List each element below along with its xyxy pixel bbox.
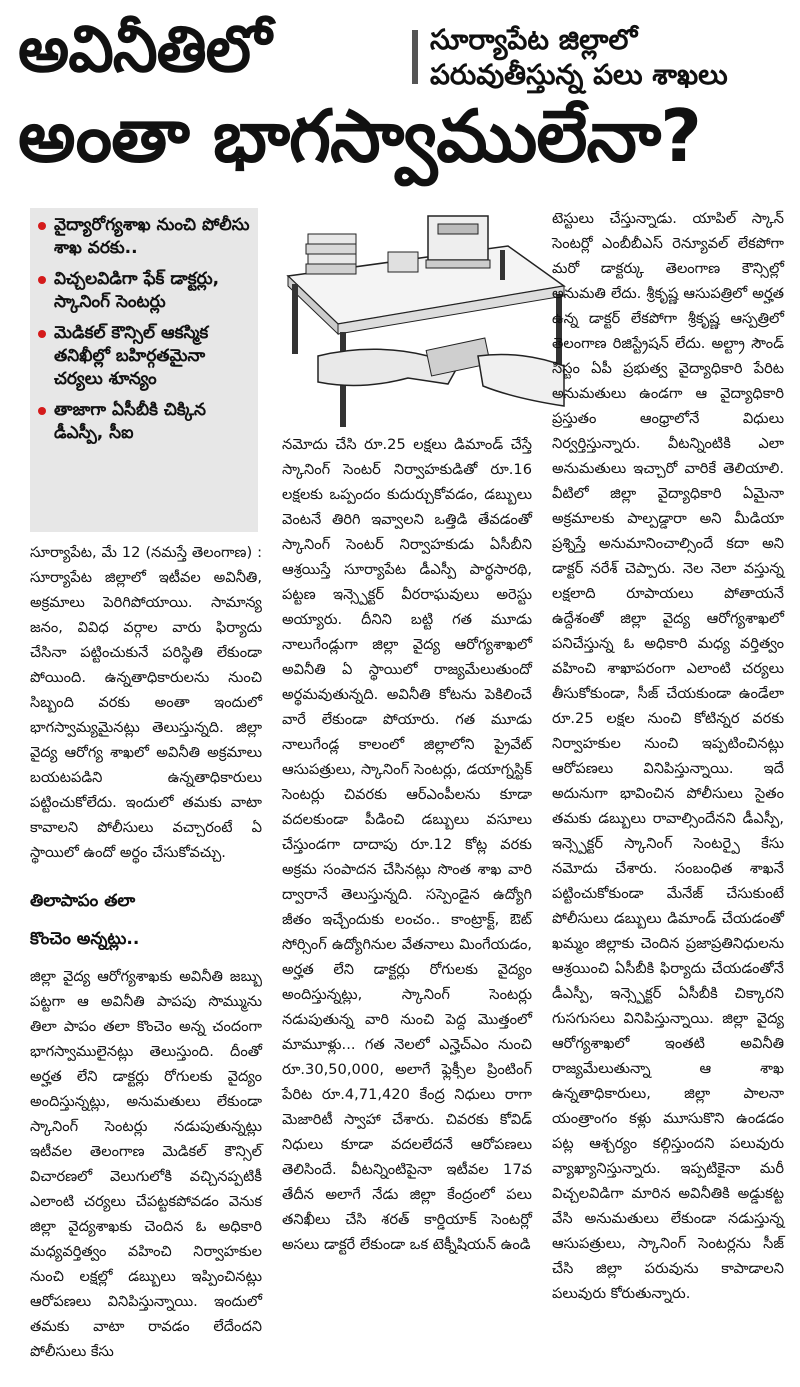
article-column3: టెస్టులు చేస్తున్నాడు. యాపిల్ స్కాన్ సెంటర్లో ఎంబీబీఎస్ రెన్యూవల్ లేకపోగా మరో డాక్టర్కు తెలంగాణ కౌన్సిల్లో అనుమతి లేదు. శ్రీకృష్ణ ఆసుపత్రిలో అర్హత ఉన్న డాక్టర్ లేకపోగా శ్రీకృష్ణ ఆస్పత్రిలో తెలంగాణ రిజిస్ట్రేషన్ లేదు. అల్ట్రా సౌండ్ సిస్టం ఏపీ ప్రభుత్వ వైద్యాధికారి పేరిట అనుమతులు ఉండగా ఆ వైద్యాధికారి ప్రస్తుతం ఆంధ్రాలోనే విధులు నిర్వర్తిస్తున్నారు. వీటన్నింటికి ఎలా అనుమతులు ఇచ్చారో వారికే తెలియాలి. వీటిలో జిల్లా వైద్యాధికారి ఏమైనా అక్రమాలకు పాల్పడ్డారా అని మీడియా ప్రశ్నిస్తే అనుమానించాల్సిందే కదా అని డాక్టర్ నరేశ్ చెప్పారు. నెల నెలా వస్తున్న లక్షలాది రూపాయలు పోతాయనే ఉద్దేశంతో జిల్లా వైద్య ఆరోగ్యశాఖలో పనిచేస్తున్న ఓ అధికారి మధ్య వర్తిత్వం వహించి శాఖాపరంగా ఎలాంటి చర్యలు తీసుకోకుండా, సీజ్ చేయకుండా ఉండేలా రూ.25 లక్షల నుంచి కోటిన్నర వరకు నిర్వాహకుల నుంచి ఇప్పటించినట్లు ఆరోపణలు వినిపిస్తున్నాయి. ఇదే అదునుగా భావించిన పోలీసులు సైతం తమకు డబ్బులు రావాల్సిందేనని డీఎస్పీ, ఇన్స్పెక్టర్ స్కానింగ్ సెంటర్పై కేసు నమోదు చేశారు. సంబంధిత శాఖనే పట్టించుకోకుండా మేనేజ్ చేసుకుంటే పోలీసులు డబ్బులు డిమాండ్ చేయడంతో ఖమ్మం జిల్లాకు చెందిన ప్రజాప్రతినిధులను ఆశ్రయించి ఏసీబీకి ఫిర్యాదు చేయడంతోనే డీఎస్పీ, ఇన్స్పెక్టర్ ఏసీబీకి చిక్కారని గుసగుసలు వినిపిస్తున్నాయి. జిల్లా వైద్య ఆరోగ్యశాఖలో ఇంతటి అవినీతి రాజ్యమేలుతున్నా ఆ శాఖ ఉన్నతాధికారులు, జిల్లా పాలనా యంత్రాంగం కళ్లు మూసుకొని ఉండడం పట్ల ఆశ్చర్యం కల్గిస్తుందని పలువురు వ్యాఖ్యానిస్తున్నారు. ఇప్పటికైనా మరీ విచ్చలవిడిగా మారిన అవినీతికి అడ్డుకట్ట వేసి అనుమతులు లేకుండా నడుస్తున్న ఆసుపత్రులు, స్కానింగ్ సెంటర్లను సీజ్ చేసి జిల్లా పరువును కాపాడాలని పలువురు కోరుతున్నారు. bbox=[552, 210, 784, 1302]
kicker-line2: పరువుతీస్తున్న పలు శాఖలు bbox=[430, 58, 728, 91]
kicker bbox=[430, 22, 728, 92]
highlight-text: మెడికల్ కౌన్సిల్ ఆకస్మిక తనిఖీల్లో బహిర్గతమైనా చర్యలు శూన్యం bbox=[54, 322, 209, 389]
bullet-icon bbox=[38, 330, 46, 338]
highlight-item bbox=[38, 214, 250, 260]
article-column1-body: జిల్లా వైద్య ఆరోగ్యశాఖకు అవినీతి జబ్బు పట్టగా ఆ అవినీతి పాపపు సొమ్మును తిలా పాపం తలా కొంచెం అన్న చందంగా భాగస్వాములైనట్లు తెలుస్తుంది. దీంతో అర్హత లేని డాక్టర్లు రోగులకు వైద్యం అందిస్తున్నట్లు, అనుమతులు లేకుండా స్కానింగ్ సెంటర్లు నడుపుతున్నట్లు ఇటీవల తెలంగాణ మెడికల్ కౌన్సిల్ విచారణలో వెలుగులోకి వచ్చినప్పటికీ ఎలాంటి చర్యలు చేపట్టకపోవడం వెనుక జిల్లా వైద్యశాఖకు చెందిన ఓ అధికారి మధ్యవర్తిత్వం వహించి నిర్వాహకుల నుంచి లక్షల్లో డబ్బులు ఇప్పించినట్లు ఆరోపణలు వినిపిస్తున్నాయి. ఇందులో తమకు వాటా రావడం లేదేందని పోలీసులు కేసు bbox=[30, 968, 262, 1360]
article-intro: సూర్యాపేట, మే 12 (నమస్తే తెలంగాణ) : సూర్యాపేట జిల్లాలో ఇటీవల అవినీతి, అక్రమాలు పెరిగిపోయాయి. సామాన్య జనం, వివిధ వర్గాల వారు ఫిర్యాదు చేసినా పట్టించుకునే పరిస్థితి లేకుండా పోయింది. ఉన్నతాధికారులను నుంచి సిబ్బంది వరకు అంతా ఇందులో భాగస్వామ్యమైనట్లు తెలుస్తున్నది. జిల్లా వైద్య ఆరోగ్య శాఖలో అవినీతి అక్రమాలు బయటపడిని ఉన్నతాధికారులు పట్టించుకోలేదు. ఇందులో తమకు వాటా కావాలని పోలీసులు వచ్చారంటే ఏ స్థాయిలో ఉందో అర్థం చేసుకోవచ్చు. bbox=[30, 544, 262, 861]
highlight-text: విచ్చలవిడిగా ఫేక్ డాక్టర్లు, స్కానింగ్ సెంటర్లు bbox=[54, 268, 220, 312]
headline-line1: అవినీతిలో bbox=[18, 13, 271, 87]
kicker-line1: సూర్యాపేట జిల్లాలో bbox=[430, 23, 638, 56]
highlight-text: వైద్యారోగ్యశాఖ నుంచి పోలీసు శాఖ వరకు.. bbox=[54, 215, 250, 258]
highlight-item bbox=[38, 322, 250, 391]
bullet-icon bbox=[38, 222, 46, 230]
headline-line2: అంతా భాగస్వాములేనా? bbox=[18, 94, 701, 178]
highlight-text: తాజాగా ఏసీబీకి చిక్కిన డీఎస్పీ, సీఐ bbox=[54, 399, 206, 443]
kicker-rule bbox=[412, 30, 418, 84]
highlight-item bbox=[38, 399, 250, 445]
bribe-illustration bbox=[278, 206, 570, 434]
bullet-icon bbox=[38, 407, 46, 415]
highlight-item bbox=[38, 268, 250, 314]
highlights-box bbox=[30, 208, 258, 532]
bullet-icon bbox=[38, 276, 46, 284]
subheading-line2: కొంచెం అన్నట్లు.. bbox=[30, 929, 140, 949]
subheading-line1: తిలాపాపం తలా bbox=[30, 891, 136, 911]
article-column2: నమోదు చేసి రూ.25 లక్షలు డిమాండ్ చేస్తే స్కానింగ్ సెంటర్ నిర్వాహకుడితో రూ.16 లక్షలకు ఒప్పందం కుదుర్చుకోవడం, డబ్బులు వెంటనే తిరిగి ఇవ్వాలని ఒత్తిడి తేవడంతో స్కానింగ్ సెంటర్ నిర్వాహకుడు ఏసీబీని ఆశ్రయిస్తే సూర్యాపేట డీఎస్పీ పార్థసారథి, పట్టణ ఇన్స్పెక్టర్ వీరరాఘవులు అరెస్టు అయ్యారు. దీనిని బట్టి గత మూడు నాలుగేండ్లుగా జిల్లా వైద్య ఆరోగ్యశాఖలో అవినీతి ఏ స్థాయిలో రాజ్యమేలుతుందో అర్థమవుతున్నది. అవినీతి కోటను పెకిలించే వారే లేకుండా పోయారు. గత మూడు నాలుగేండ్ల కాలంలో జిల్లాలోని ప్రైవేట్ ఆసుపత్రులు, స్కానింగ్ సెంటర్లు, డయాగ్నస్టిక్ సెంటర్లు చివరకు ఆర్ఎంపీలను కూడా వదలకుండా పీడించి డబ్బులు వసూలు చేస్తుండగా దాదాపు రూ.12 కోట్ల వరకు అక్రమ సంపాదన చేసినట్లు సొంత శాఖ వారి ద్వారానే తెలుస్తున్నది. సస్పెండైన ఉద్యోగి జీతం ఇచ్చేందుకు లంచం.. కాంట్రాక్ట్, ఔట్ సోర్సింగ్ ఉద్యోగినుల వేతనాలు మింగేయడం, అర్హత లేని డాక్టర్లు రోగులకు వైద్యం అందిస్తున్నట్లు, స్కానింగ్ సెంటర్లు నడుపుతున్న వారి నుంచి పెద్ద మొత్తంలో మామూళ్లు... గత నెలలో ఎన్హెచ్ఎం నుంచి రూ.30,50,000, అలాగే ఫ్లెక్సీల ప్రింటింగ్ పేరిట రూ.4,71,420 కేంద్ర నిధులు రాగా మెజారిటీ స్వాహా చేశారు. చివరకు కోవిడ్ నిధులు కూడా వదలలేదనే ఆరోపణలు తెలిసిందే. వీటన్నింటిపైనా ఇటీవల 17వ తేదీన అలాగే నేడు జిల్లా కేంద్రంలో పలు తనిఖీలు చేసి శరత్ కార్డియాక్ సెంటర్లో అసలు డాక్టరే లేకుండా ఒక టెక్నీషియన్ ఉండి bbox=[282, 436, 532, 1253]
